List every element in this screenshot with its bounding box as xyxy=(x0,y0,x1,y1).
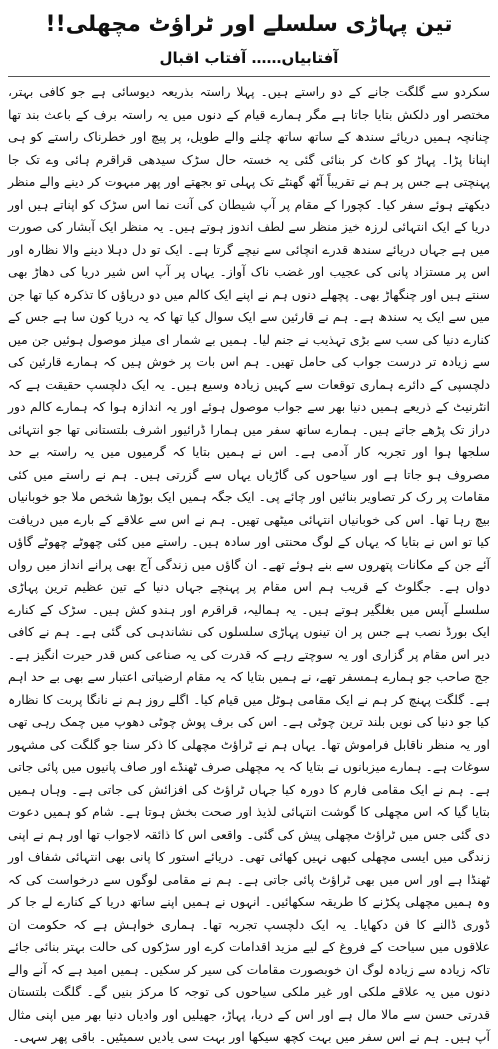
article-byline: آفتابیاں…… آفتاب اقبال xyxy=(159,49,339,67)
article-body: سکردو سے گلگت جانے کے دو راستے ہیں۔ پہلا راستہ بذریعہ دیوسائی ہے جو کافی بہتر، مختصر اور دلکش بتایا جاتا ہے مگر ہمارے قیام کے دنوں میں یہ راستہ برف کے باعث بند تھا چنانچہ ہمیں دریائے سندھ کے ساتھ ساتھ چلنے والے طویل، پر پیچ اور خطرناک راستے کو ہی اپنانا پڑا۔ پہاڑ کو کاٹ کر بنائی گئی یہ خستہ حال سڑک سیدھی قراقرم ہائی وے تک جا پہنچتی ہے جس پر ہم نے تقریباً آٹھ گھنٹے تک پہلی تو بجھتے اور پھر مبہوت کر دینے والے منظر دیکھتے ہوئے سفر کیا۔ کچورا کے مقام پر آپ شیطان کی آنت نما اس سڑک کو اپناتے ہیں اور دریا کے ایک انتہائی لرزہ خیز منظر سے لطف اندوز ہوتے ہیں۔ یہ منظر ایک آبشار کی صورت میں ہے جہاں دریائے سندھ قدرے انچائی سے نیچے گرتا ہے۔ ایک تو دل دہلا دینے والا نظارہ اور اس پر مستزاد پانی کی عجیب اور غضب ناک آواز۔ یہاں پر آپ اس شیر دریا کی دھاڑ بھی سنتے ہیں اور چنگھاڑ بھی۔ پچھلے دنوں ہم نے اپنے ایک کالم میں دو دریاؤں کا تذکرہ کیا تھا جن میں سے ایک یہ سندھ ہے۔ ہم نے قارئین سے ایک سوال کیا تھا کہ یہ دریا کون سا ہے جس کے کنارے دنیا کی سب سے بڑی تہذیب نے جنم لیا۔ ہمیں بے شمار ای میلز موصول ہوئیں جن میں سے زیادہ تر درست جواب کی حامل تھیں۔ ہم اس بات پر خوش ہیں کہ ہمارے قارئین کی دلچسپی کے دائرے ہماری توقعات سے کہیں زیادہ وسیع ہیں۔ یہ ایک دلچسپ حقیقت ہے کہ انٹرنیٹ کے ذریعے ہمیں دنیا بھر سے جواب موصول ہوئے اور یہ اندازہ ہوا کہ ہمارے کالم دور دراز تک پڑھے جاتے ہیں۔ ہمارے ساتھ سفر میں ہمارا ڈرائیور اشرف بلتستانی تھا جو انتہائی سلجھا ہوا اور تجربہ کار آدمی ہے۔ اس نے ہمیں بتایا کہ گرمیوں میں یہ راستہ بے حد مصروف ہو جاتا ہے اور سیاحوں کی گاڑیاں یہاں سے گزرتی ہیں۔ ہم نے راستے میں کئی مقامات پر رک کر تصاویر بنائیں اور چائے پی۔ ایک جگہ ہمیں ایک بوڑھا شخص ملا جو خوبانیاں بیچ رہا تھا۔ اس کی خوبانیاں انتہائی میٹھی تھیں۔ ہم نے اس سے علاقے کے بارے میں دریافت کیا تو اس نے بتایا کہ یہاں کے لوگ محنتی اور سادہ ہیں۔ راستے میں کئی چھوٹے چھوٹے گاؤں آئے جن کے مکانات پتھروں سے بنے ہوئے تھے۔ ان گاؤں میں زندگی آج بھی پرانے انداز میں رواں دواں ہے۔ جگلوٹ کے قریب ہم اس مقام پر پہنچے جہاں دنیا کے تین عظیم ترین پہاڑی سلسلے آپس میں بغلگیر ہوتے ہیں۔ یہ ہمالیہ، قراقرم اور ہندو کش ہیں۔ سڑک کے کنارے ایک بورڈ نصب ہے جس پر ان تینوں پہاڑی سلسلوں کی نشاندہی کی گئی ہے۔ ہم نے کافی دیر اس مقام پر گزاری اور یہ سوچتے رہے کہ قدرت کی یہ صناعی کس قدر حیرت انگیز ہے۔ جج صاحب جو ہمارے ہمسفر تھے، نے ہمیں بتایا کہ یہ مقام ارضیاتی اعتبار سے بھی بے حد اہم ہے۔ گلگت پہنچ کر ہم نے ایک مقامی ہوٹل میں قیام کیا۔ اگلے روز ہم نے نانگا پربت کا نظارہ کیا جو دنیا کی نویں بلند ترین چوٹی ہے۔ اس کی برف پوش چوٹی دھوپ میں چمک رہی تھی اور یہ منظر ناقابل فراموش تھا۔ یہاں ہم نے ٹراؤٹ مچھلی کا ذکر سنا جو گلگت کی مشہور سوغات ہے۔ ہمارے میزبانوں نے بتایا کہ یہ مچھلی صرف ٹھنڈے اور صاف پانیوں میں پائی جاتی ہے۔ ہم نے ایک مقامی فارم کا دورہ کیا جہاں ٹراؤٹ کی افزائش کی جاتی ہے۔ وہاں ہمیں بتایا گیا کہ اس مچھلی کا گوشت انتہائی لذیذ اور صحت بخش ہوتا ہے۔ شام کو ہمیں دعوت دی گئی جس میں ٹراؤٹ مچھلی پیش کی گئی۔ واقعی اس کا ذائقہ لاجواب تھا اور ہم نے اپنی زندگی میں ایسی مچھلی کبھی نہیں کھائی تھی۔ دریائے استور کا پانی بھی انتہائی شفاف اور ٹھنڈا ہے اور اس میں بھی ٹراؤٹ پائی جاتی ہے۔ ہم نے مقامی لوگوں سے درخواست کی کہ وہ ہمیں مچھلی پکڑنے کا طریقہ سکھائیں۔ انہوں نے ہمیں اپنے ساتھ دریا کے کنارے لے جا کر ڈوری ڈالنے کا فن دکھایا۔ یہ ایک دلچسپ تجربہ تھا۔ ہماری خواہش ہے کہ حکومت ان علاقوں میں سیاحت کے فروغ کے لیے مزید اقدامات کرے اور سڑکوں کی حالت بہتر بنائی جائے تاکہ زیادہ سے زیادہ لوگ ان خوبصورت مقامات کی سیر کر سکیں۔ ہمیں امید ہے کہ آنے والے دنوں میں یہ علاقے ملکی اور غیر ملکی سیاحوں کی توجہ کا مرکز بنیں گے۔ گلگت بلتستان قدرتی حسن سے مالا مال ہے اور اس کے دریا، پہاڑ، جھیلیں اور وادیاں دنیا بھر میں اپنی مثال آپ ہیں۔ ہم نے اس سفر میں بہت کچھ سیکھا اور بہت سی یادیں سمیٹیں۔ باقی پھر سہی۔ xyxy=(8,84,490,1044)
divider xyxy=(8,76,490,77)
article-headline: تین پہاڑی سلسلے اور ٹراؤٹ مچھلی!! xyxy=(45,12,453,37)
